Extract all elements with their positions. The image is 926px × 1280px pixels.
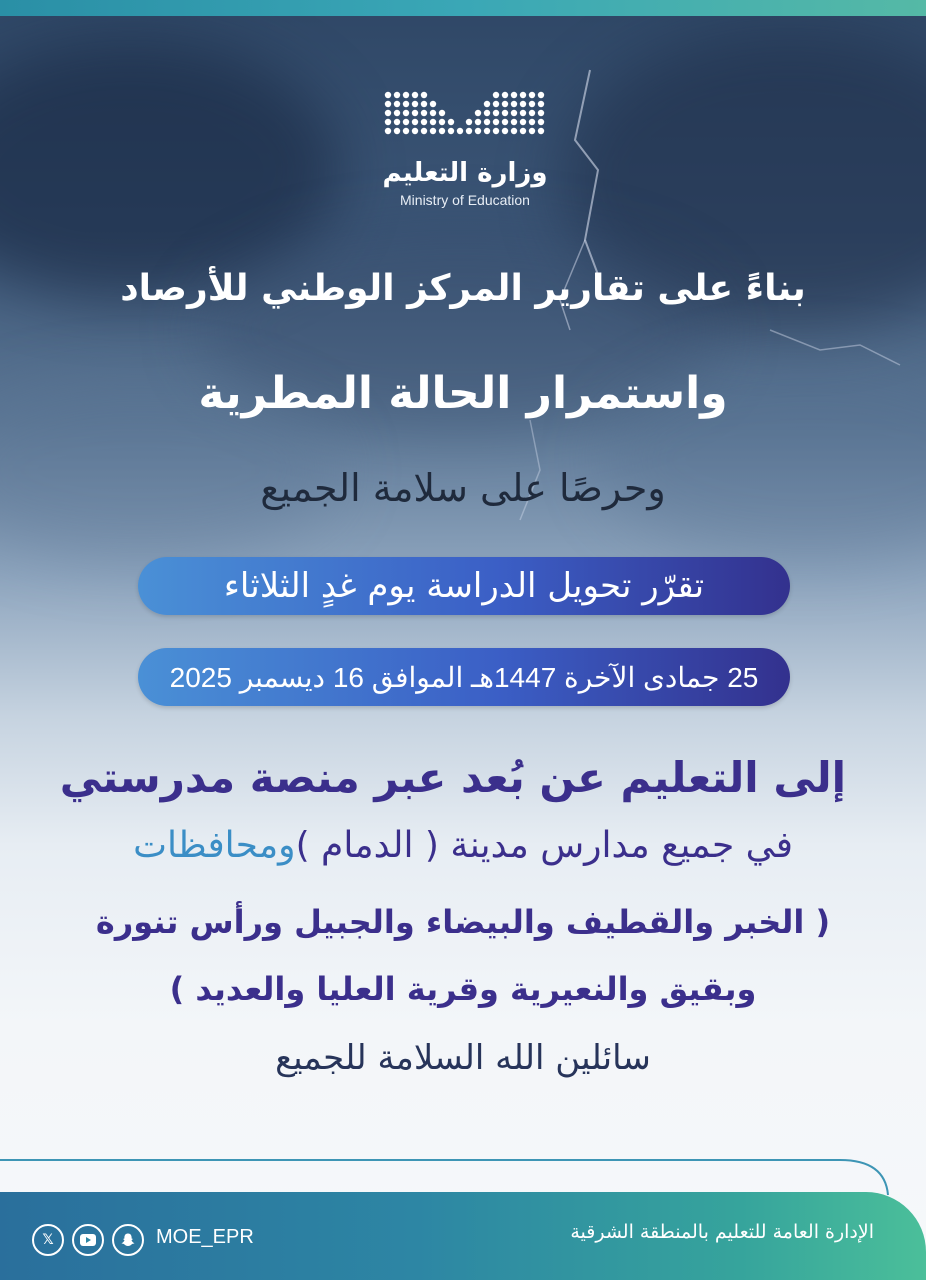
x-icon[interactable]: 𝕏 xyxy=(32,1224,64,1256)
top-accent-bar xyxy=(0,0,926,16)
youtube-icon[interactable] xyxy=(72,1224,104,1256)
intro-line-weather-reports: بناءً على تقارير المركز الوطني للأرصاد xyxy=(120,268,806,309)
logo-english-name: Ministry of Education xyxy=(400,192,530,208)
social-handle[interactable]: MOE_EPR xyxy=(156,1226,254,1248)
safety-line: وحرصًا على سلامة الجميع xyxy=(260,466,666,510)
closing-prayer-line: سائلين الله السلامة للجميع xyxy=(275,1038,651,1078)
remote-learning-line: إلى التعليم عن بُعد عبر منصة مدرستي xyxy=(59,753,846,802)
governorates-line-2: وبقيق والنعيرية وقرية العليا والعديد ) xyxy=(169,970,757,1008)
schools-scope-governorates: ومحافظات xyxy=(133,825,296,866)
schools-scope-line xyxy=(80,825,846,866)
logo-arabic-name: وزارة التعليم xyxy=(382,158,548,188)
date-banner: 25 جمادى الآخرة 1447هـ الموافق 16 ديسمبر 2025 xyxy=(138,648,790,706)
headline-rain-continuation: واستمرار الحالة المطرية xyxy=(198,368,728,419)
decision-banner: تقرّر تحويل الدراسة يوم غدٍ الثلاثاء xyxy=(138,557,790,615)
schools-scope-city: في جميع مدارس مدينة ( الدمام ) xyxy=(295,825,793,866)
snapchat-icon[interactable] xyxy=(112,1224,144,1256)
governorates-line-1: ( الخبر والقطيف والبيضاء والجبيل ورأس تنورة xyxy=(95,903,831,941)
footer-org-name: الإدارة العامة للتعليم بالمنطقة الشرقية xyxy=(570,1221,874,1243)
